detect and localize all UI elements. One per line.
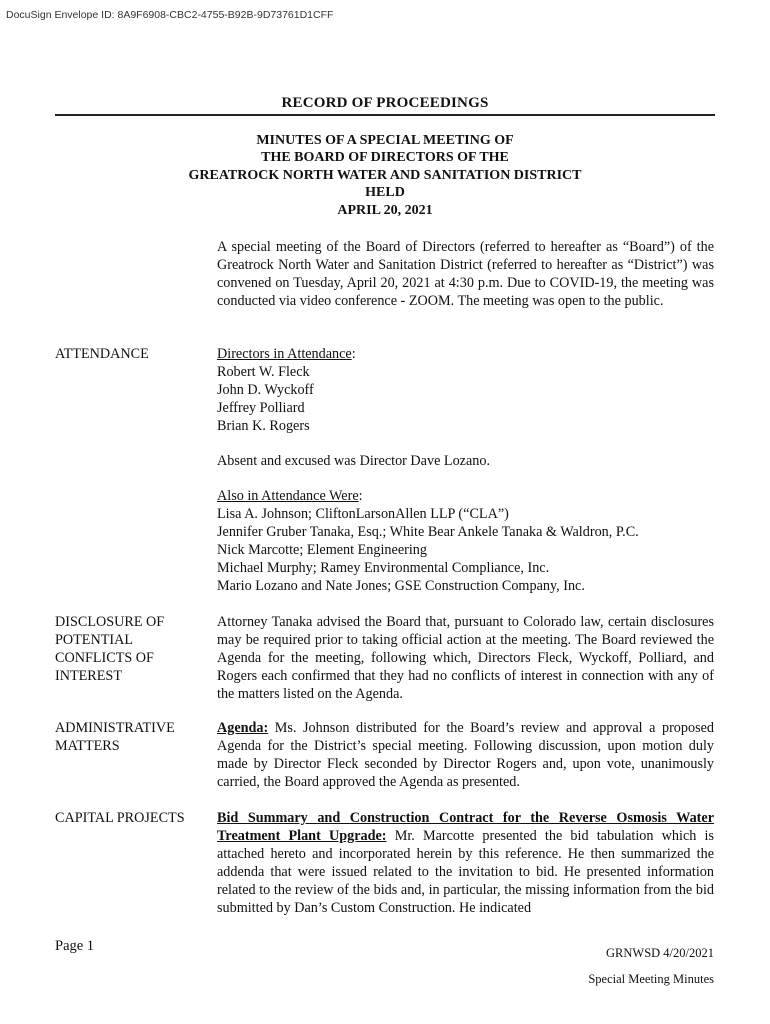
capital-projects-label-line: CAPITAL PROJECTS — [55, 810, 185, 826]
footer-doc-type: Special Meeting Minutes — [588, 972, 714, 986]
directors-heading-colon: : — [351, 346, 356, 362]
administrative-label-line: ADMINISTRATIVE — [55, 720, 175, 736]
title-rule — [55, 114, 715, 116]
minutes-heading — [55, 132, 715, 219]
intro-paragraph: A special meeting of the Board of Directors (referred to hereafter as “Board”) of the Greatrock North Water and Sanitation District (referred to hereafter as “District”) was convened on Tuesday, April 20, 2021 at 4:30 p.m. Due to COVID-19, the meeting was conducted via video conference - ZOOM. The meeting was open to the public. — [217, 239, 714, 309]
agenda-text: Ms. Johnson distributed for the Board’s review and approval a proposed Agenda for the District’s special meeting. Following discussion, upon motion duly made by Director Fleck seconded by Director Rogers and, upon vote, unanimously carried, the Board approved the Agenda as presented. — [217, 720, 714, 790]
disclosure-label-line: DISCLOSURE OF — [55, 614, 165, 630]
capital-projects-paragraph — [217, 809, 714, 917]
disclosure-label-line: POTENTIAL — [55, 632, 134, 648]
disclosure-paragraph: Attorney Tanaka advised the Board that, pursuant to Colorado law, certain disclosures may be required prior to taking official action at the meeting. The Board reviewed the Agenda for the meeting, following which, Directors Fleck, Wyckoff, Polliard, and Rogers each confirmed that they had no conflicts of interest in connection with any of the matters listed on the Agenda. — [217, 614, 714, 702]
footer-right — [588, 940, 714, 992]
attendance-label — [55, 345, 205, 363]
heading-line: HELD — [365, 185, 405, 201]
heading-line: APRIL 20, 2021 — [337, 202, 433, 218]
also-heading-text: Also in Attendance Were — [217, 488, 359, 504]
capital-text: Mr. Marcotte presented the bid tabulation which is attached hereto and incorporated herein by this reference. He then summarized the addenda that were issued related to the invitation to bid. He presented information related to the review of the bids and, in particular, the missing information from the bid submitted by Dan’s Custom Construction. He indicated — [217, 828, 714, 916]
attendee: Jennifer Gruber Tanaka, Esq.; White Bear Ankele Tanaka & Waldron, P.C. — [217, 524, 639, 540]
director-name: John D. Wyckoff — [217, 382, 314, 398]
also-attendance-list — [217, 487, 717, 595]
absent-text: Absent and excused was Director Dave Lozano. — [217, 453, 491, 469]
director-name: Brian K. Rogers — [217, 418, 310, 434]
heading-line: THE BOARD OF DIRECTORS OF THE — [261, 150, 509, 166]
attendee: Lisa A. Johnson; CliftonLarsonAllen LLP (“CLA”) — [217, 506, 509, 522]
agenda-paragraph — [217, 719, 714, 791]
capital-projects-label — [55, 809, 205, 827]
administrative-label — [55, 719, 205, 755]
absent-note — [217, 452, 717, 470]
director-name: Robert W. Fleck — [217, 364, 310, 380]
disclosure-label-line: INTEREST — [55, 668, 122, 684]
attendee: Nick Marcotte; Element Engineering — [217, 542, 427, 558]
attendee: Michael Murphy; Ramey Environmental Compliance, Inc. — [217, 560, 550, 576]
also-heading — [217, 487, 717, 505]
directors-list — [217, 345, 717, 435]
administrative-label-line: MATTERS — [55, 738, 120, 754]
page-number: Page 1 — [55, 938, 95, 954]
agenda-lead: Agenda: — [217, 720, 269, 736]
heading-line: MINUTES OF A SPECIAL MEETING OF — [256, 133, 514, 148]
footer-code: GRNWSD 4/20/2021 — [606, 946, 714, 960]
heading-line: GREATROCK NORTH WATER AND SANITATION DISTRICT — [188, 167, 582, 183]
envelope-id: DocuSign Envelope ID: 8A9F6908-CBC2-4755-B92B-9D73761D1CFF — [6, 9, 334, 21]
attendee: Mario Lozano and Nate Jones; GSE Construction Company, Inc. — [217, 578, 585, 594]
directors-heading-text: Directors in Attendance — [217, 346, 352, 362]
capital-lead: Bid Summary and Construction Contract for the Reverse Osmosis Water Treatment Plant Upgrade: — [217, 810, 714, 844]
directors-heading — [217, 345, 717, 363]
disclosure-label — [55, 613, 205, 685]
disclosure-label-line: CONFLICTS OF — [55, 650, 154, 666]
also-heading-colon: : — [358, 488, 363, 504]
attendance-label-text: ATTENDANCE — [55, 346, 149, 362]
record-title: RECORD OF PROCEEDINGS — [281, 95, 489, 111]
director-name: Jeffrey Polliard — [217, 400, 305, 416]
